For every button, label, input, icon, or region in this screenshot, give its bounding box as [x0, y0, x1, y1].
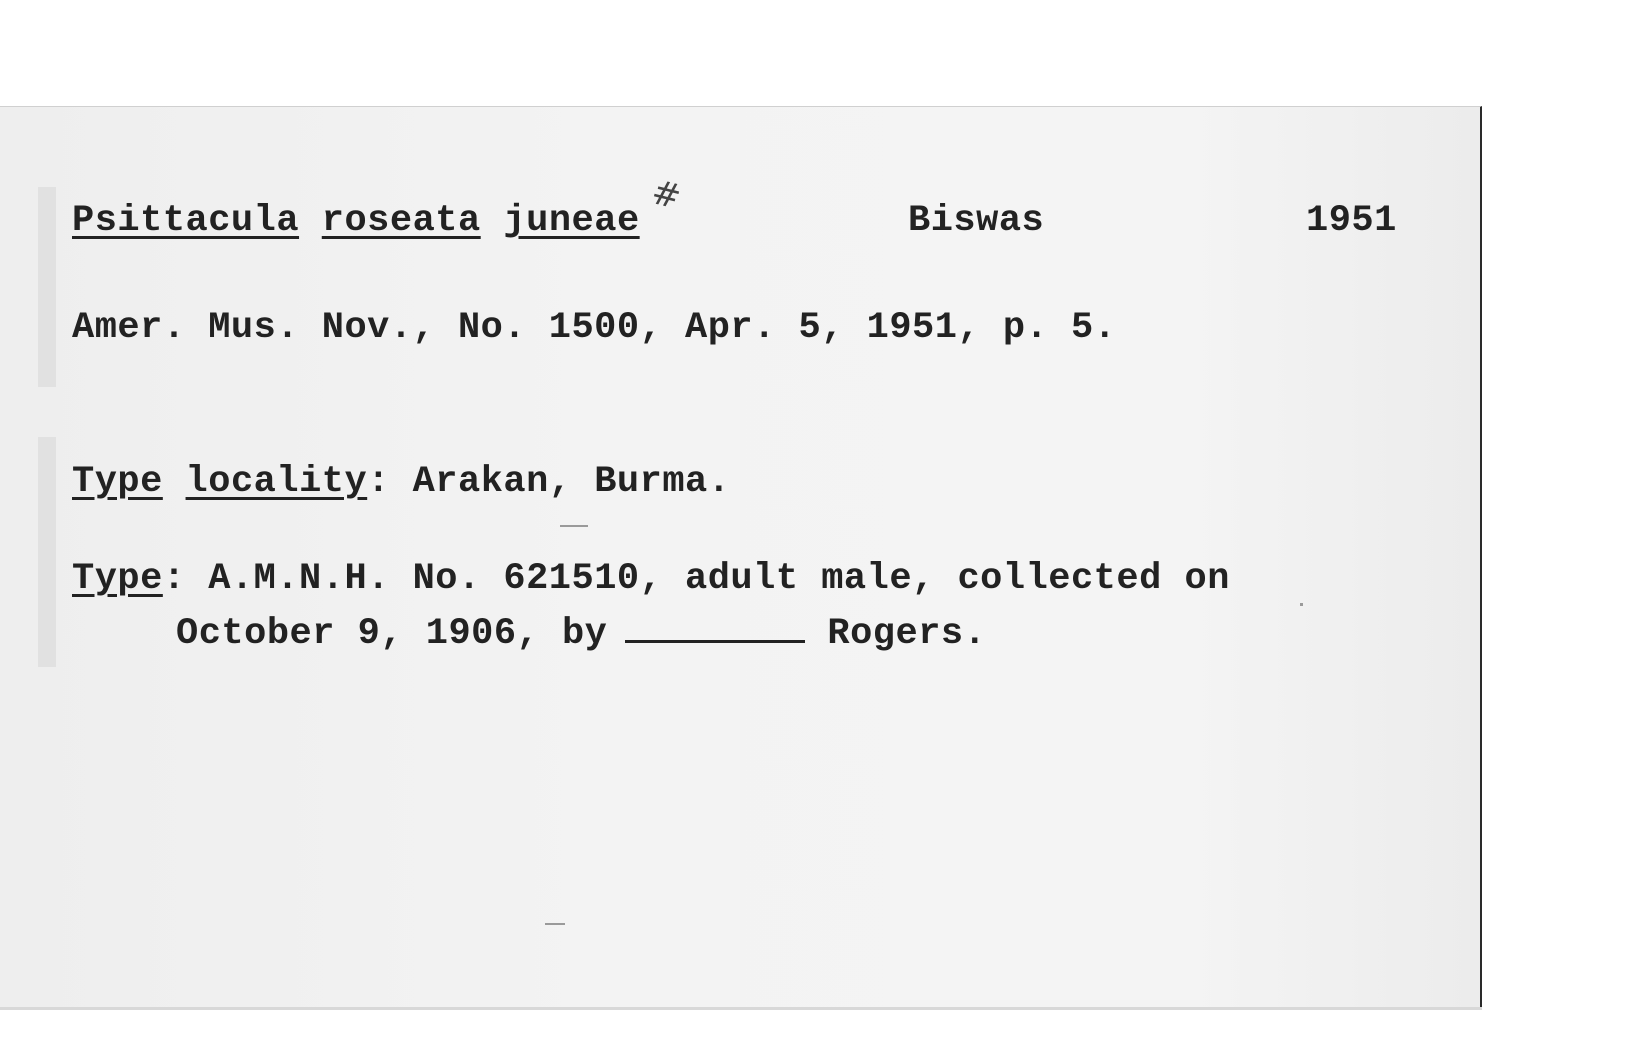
paper-speck	[545, 923, 565, 925]
subspecies-name: juneae	[503, 200, 640, 242]
collector-first-name-blank	[625, 610, 805, 643]
type-locality-line	[72, 461, 731, 503]
type-specimen-line-2	[176, 610, 986, 653]
species-name: roseata	[321, 200, 481, 242]
index-card	[0, 106, 1482, 1007]
author-name: Biswas	[908, 200, 1045, 242]
paper-speck	[560, 525, 588, 527]
paper-speck	[1300, 603, 1303, 606]
type-locality-value: : Arakan, Burma.	[367, 461, 731, 503]
taxon-name-line	[72, 200, 640, 242]
type-label: Type	[72, 558, 163, 600]
publication-year: 1951	[1306, 200, 1397, 242]
type-specimen-line-1	[72, 558, 1230, 600]
type-locality-label-word1: Type	[72, 461, 163, 503]
collection-date: October 9, 1906, by	[176, 613, 608, 655]
genus-name: Psittacula	[72, 200, 300, 242]
type-specimen-details: : A.M.N.H. No. 621510, adult male, collected on	[162, 558, 1230, 600]
card-edge-shadow	[38, 187, 56, 387]
type-locality-label-word2: locality	[185, 461, 368, 503]
collector-surname: Rogers.	[827, 613, 987, 655]
correction-mark: #	[647, 172, 685, 218]
card-edge-shadow	[38, 437, 56, 667]
citation-line: Amer. Mus. Nov., No. 1500, Apr. 5, 1951, p. 5.	[72, 307, 1117, 349]
